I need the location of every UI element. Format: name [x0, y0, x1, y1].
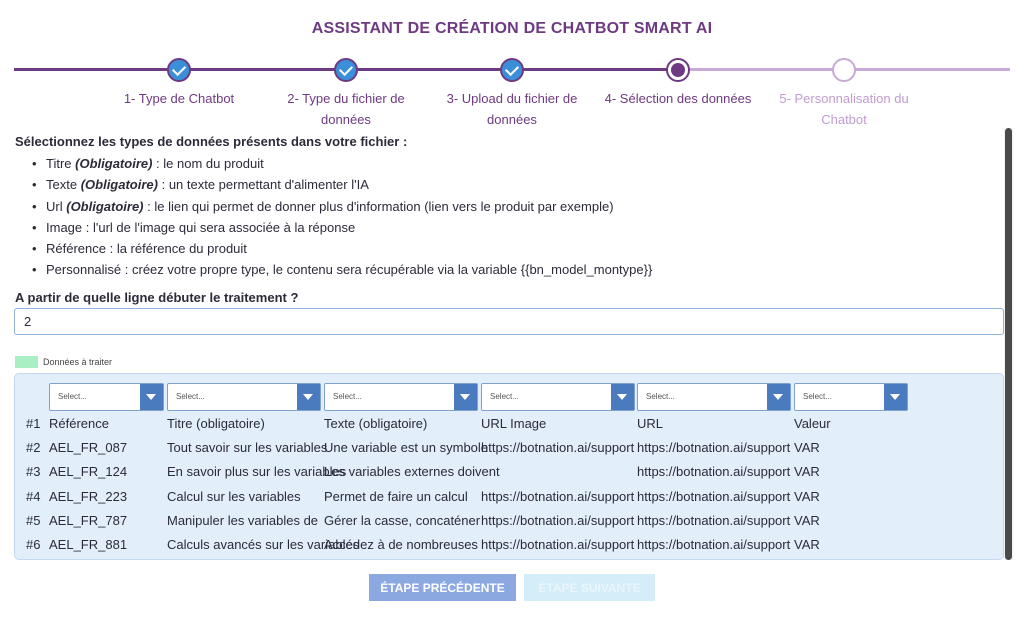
select-placeholder: Select... [176, 392, 205, 401]
table-cell: AEL_FR_881 [49, 537, 128, 552]
previous-step-button[interactable]: ÉTAPE PRÉCÉDENTE [369, 574, 516, 601]
table-row [15, 412, 1005, 436]
data-type-description: : un texte permettant d'alimenter l'IA [157, 177, 369, 193]
step-3[interactable] [427, 58, 597, 130]
table-cell: Calculs avancés sur les variables [167, 537, 360, 552]
chevron-down-icon[interactable] [611, 384, 634, 410]
select-placeholder: Select... [803, 392, 832, 401]
legend-swatch [15, 356, 38, 368]
data-type-item [46, 196, 652, 217]
table-cell: Calcul sur les variables [167, 488, 301, 504]
scrollbar-thumb[interactable] [1005, 128, 1012, 560]
table-cell: https://botnation.ai/support [481, 512, 635, 528]
column-type-select[interactable] [794, 383, 908, 411]
table-row [15, 485, 1005, 509]
select-placeholder: Select... [58, 392, 87, 401]
step-label-line: 4- Sélection des données [604, 91, 752, 106]
start-line-label: A partir de quelle ligne débuter le traitement ? [15, 290, 299, 305]
column-header: Texte (obligatoire) [324, 416, 428, 431]
data-type-item [46, 238, 652, 259]
mandatory-tag: (Obligatoire) [80, 177, 158, 193]
legend [15, 356, 112, 368]
step-4 [593, 58, 763, 109]
chevron-down-icon[interactable] [140, 384, 163, 410]
data-type-name: Url [46, 198, 63, 214]
column-header: Valeur [794, 416, 831, 431]
row-number: #4 [26, 488, 41, 504]
select-placeholder: Select... [490, 392, 519, 401]
table-cell: Tout savoir sur les variables [167, 440, 328, 456]
table-cell: AEL_FR_124 [49, 464, 128, 480]
step-label-line: 5- Personnalisation du [779, 91, 909, 106]
mandatory-tag: (Obligatoire) [75, 156, 153, 171]
table-cell: https://botnation.ai/support [481, 440, 635, 456]
data-type-description: : créez votre propre type, le contenu sera récupérable via la variable {{bn_model_montype}} [121, 262, 653, 278]
select-placeholder: Select... [646, 392, 675, 401]
table-cell: VAR [794, 464, 820, 480]
table-cell: Les variables externes doivent [324, 464, 500, 480]
check-icon [500, 58, 524, 82]
data-type-name: Personnalisé [46, 262, 122, 278]
types-intro: Sélectionnez les types de données présents dans votre fichier : [15, 134, 408, 149]
check-icon [334, 58, 358, 82]
data-type-name: Titre [46, 156, 72, 171]
data-type-item [46, 217, 652, 238]
step-label-line: 1- Type de Chatbot [123, 91, 235, 106]
table-cell: AEL_FR_087 [49, 440, 128, 456]
table-row [15, 460, 1005, 484]
table-cell: https://botnation.ai/support [637, 464, 791, 480]
data-type-description: : l'url de l'image qui sera associée à la réponse [82, 219, 356, 235]
table-cell: VAR [794, 537, 820, 552]
step-5 [759, 58, 929, 130]
step-label [261, 88, 431, 130]
table-cell: Permet de faire un calcul [324, 488, 468, 504]
row-number: #6 [26, 537, 41, 552]
table-cell: VAR [794, 512, 820, 528]
table-cell: https://botnation.ai/support [637, 488, 791, 504]
table-cell: Accédez à de nombreuses [324, 537, 478, 552]
table-cell: https://botnation.ai/support [481, 537, 635, 552]
step-2[interactable] [261, 58, 431, 130]
data-type-description: : le nom du produit [152, 156, 264, 171]
table-row [15, 533, 1005, 557]
mandatory-tag: (Obligatoire) [66, 198, 144, 214]
table-cell: https://botnation.ai/support [637, 512, 791, 528]
select-placeholder: Select... [333, 392, 362, 401]
table-cell: https://botnation.ai/support [637, 440, 791, 456]
step-1[interactable] [94, 58, 264, 109]
wizard-stepper [14, 58, 1010, 128]
step-label-line: données [487, 112, 537, 127]
next-step-button[interactable]: ÉTAPE SUIVANTE [524, 574, 655, 601]
row-number: #5 [26, 512, 41, 528]
step-label-line: 3- Upload du fichier de [446, 91, 578, 106]
current-step-icon [666, 58, 690, 82]
table-cell: En savoir plus sur les variables [167, 464, 347, 480]
check-icon [167, 58, 191, 82]
table-cell: Une variable est un symbole [324, 440, 489, 456]
column-type-select[interactable] [167, 383, 321, 411]
step-label-line: données [321, 112, 371, 127]
table-cell: https://botnation.ai/support [481, 488, 635, 504]
data-type-description: : la référence du produit [105, 241, 247, 257]
row-number: #2 [26, 440, 41, 456]
legend-label: Données à traiter [43, 357, 113, 367]
row-number: #1 [26, 416, 41, 431]
data-type-item [46, 259, 652, 280]
data-types-list [46, 153, 652, 281]
scrollbar[interactable] [1004, 128, 1013, 560]
column-type-select[interactable] [637, 383, 791, 411]
data-type-name: Image [46, 219, 83, 235]
data-preview-panel [14, 373, 1004, 560]
chevron-down-icon[interactable] [767, 384, 790, 410]
data-type-description: : le lien qui permet de donner plus d'information (lien vers le produit par exemple) [143, 198, 614, 214]
data-type-name: Texte [46, 177, 78, 193]
column-type-select[interactable] [49, 383, 164, 411]
column-header: URL [637, 416, 664, 431]
table-row [15, 509, 1005, 533]
column-type-select[interactable] [324, 383, 478, 411]
table-cell: https://botnation.ai/support [637, 537, 791, 552]
column-header: Référence [49, 416, 109, 431]
step-label-line: Chatbot [821, 112, 867, 127]
data-type-item [46, 174, 652, 195]
table-row [15, 436, 1005, 460]
table-cell: AEL_FR_787 [49, 512, 128, 528]
chevron-down-icon[interactable] [297, 384, 320, 410]
table-cell: Gérer la casse, concaténer [324, 512, 481, 528]
row-number: #3 [26, 464, 41, 480]
data-type-item [46, 153, 652, 174]
data-type-name: Référence [46, 241, 106, 257]
start-line-input[interactable] [14, 308, 1004, 335]
table-cell: VAR [794, 440, 820, 456]
chevron-down-icon[interactable] [884, 384, 907, 410]
step-label [94, 88, 264, 109]
column-header: URL Image [481, 416, 547, 431]
page-title: ASSISTANT DE CRÉATION DE CHATBOT SMART AI [311, 20, 713, 37]
step-label-line: 2- Type du fichier de [287, 91, 405, 106]
step-label [759, 88, 929, 130]
table-cell: VAR [794, 488, 820, 504]
chevron-down-icon[interactable] [454, 384, 477, 410]
empty-step-icon [832, 58, 856, 82]
table-cell: AEL_FR_223 [49, 488, 128, 504]
step-label [427, 88, 597, 130]
column-header: Titre (obligatoire) [167, 416, 265, 431]
column-type-select[interactable] [481, 383, 635, 411]
table-cell: Manipuler les variables de [167, 512, 319, 528]
step-label [593, 88, 763, 109]
